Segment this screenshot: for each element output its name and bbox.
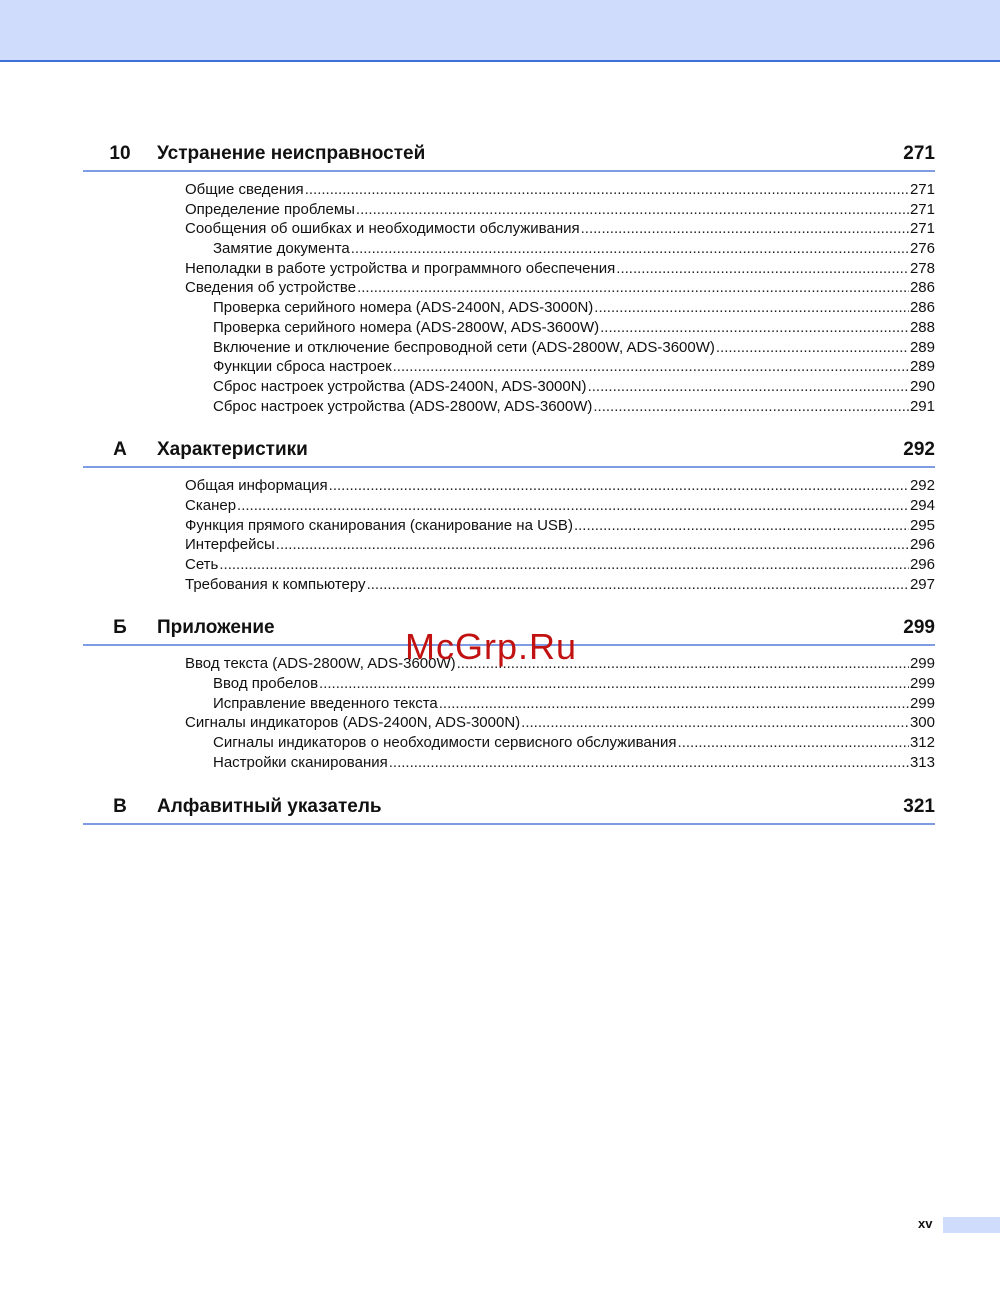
- toc-entry[interactable]: [83, 734, 935, 754]
- entry-page: 313: [909, 753, 935, 771]
- entry-label: Функции сброса настроек: [213, 358, 392, 376]
- toc-entry[interactable]: [83, 477, 935, 497]
- entry-label: Сообщения об ошибках и необходимости обслуживания: [185, 220, 580, 238]
- chapter-number: 10: [109, 143, 131, 164]
- entry-page: 297: [909, 575, 935, 593]
- toc-entry[interactable]: [83, 398, 935, 418]
- entry-page: 296: [909, 556, 935, 573]
- entry-label: Неполадки в работе устройства и программного обеспечения: [185, 259, 616, 277]
- chapter-title: Приложение: [157, 617, 275, 639]
- entry-label: Сброс настроек устройства (ADS-2400N, ADS-3000N): [213, 377, 587, 395]
- dot-leader: [600, 319, 909, 336]
- entry-label: Ввод пробелов: [213, 675, 319, 693]
- entry-page: 288: [909, 318, 935, 336]
- toc-entry[interactable]: [83, 319, 935, 339]
- chapter-title: Алфавитный указатель: [157, 795, 382, 817]
- toc-entry[interactable]: [83, 220, 935, 240]
- dot-leader: [276, 536, 909, 553]
- dot-leader: [678, 734, 909, 751]
- page-number: xv: [918, 1216, 933, 1231]
- dot-leader: [393, 358, 909, 375]
- dot-leader: [237, 497, 909, 514]
- dot-leader: [357, 279, 909, 296]
- chapter-number: A: [113, 439, 127, 461]
- chapter-entries: [83, 172, 935, 434]
- dot-leader: [594, 299, 909, 316]
- entry-page: 289: [909, 358, 935, 376]
- chapter-heading[interactable]: [83, 138, 935, 172]
- dot-leader: [581, 220, 909, 237]
- chapter-heading[interactable]: [83, 434, 935, 468]
- entry-label: Проверка серийного номера (ADS-2400N, ADS-3000N): [213, 299, 594, 317]
- chapter-heading[interactable]: [83, 791, 935, 825]
- entry-page: 271: [909, 181, 935, 198]
- entry-label: Включение и отключение беспроводной сети (ADS-2800W, ADS-3600W): [213, 338, 715, 356]
- dot-leader: [219, 556, 909, 573]
- entry-page: 296: [909, 536, 935, 554]
- chapter-title: Устранение неисправностей: [157, 143, 426, 164]
- header-band: [0, 0, 1000, 62]
- entry-label: Сканер: [185, 496, 237, 514]
- entry-page: 300: [909, 714, 935, 732]
- entry-page: 291: [909, 397, 935, 415]
- toc-entry[interactable]: [83, 497, 935, 517]
- chapter-entries: [83, 468, 935, 612]
- chapter-title: Характеристики: [157, 439, 308, 461]
- entry-label: Исправление введенного текста: [213, 694, 438, 712]
- entry-label: Сброс настроек устройства (ADS-2800W, ADS-3600W): [213, 397, 593, 415]
- entry-page: 289: [909, 338, 935, 356]
- toc-entry[interactable]: [83, 536, 935, 556]
- dot-leader: [356, 201, 909, 218]
- chapter-page: 299: [903, 617, 935, 639]
- dot-leader: [305, 181, 909, 198]
- entry-page: 292: [909, 477, 935, 495]
- entry-page: 278: [909, 259, 935, 277]
- entry-label: Сведения об устройстве: [185, 279, 357, 297]
- entry-page: 299: [909, 694, 935, 712]
- dot-leader: [716, 339, 909, 356]
- chapter-page: 321: [903, 795, 935, 817]
- toc-entry[interactable]: [83, 576, 935, 596]
- entry-label: Функция прямого сканирования (сканирование на USB): [185, 516, 573, 534]
- dot-leader: [574, 517, 909, 534]
- entry-page: 271: [909, 220, 935, 238]
- dot-leader: [593, 398, 909, 415]
- toc-entry[interactable]: [83, 358, 935, 378]
- entry-label: Ввод текста (ADS-2800W, ADS-3600W): [185, 655, 456, 673]
- entry-label: Требования к компьютеру: [185, 575, 366, 593]
- entry-page: 312: [909, 734, 935, 752]
- watermark-text: McGrp.Ru: [405, 626, 578, 667]
- dot-leader: [521, 714, 909, 731]
- toc-entry[interactable]: [83, 695, 935, 715]
- entry-page: 286: [909, 299, 935, 317]
- toc-entry[interactable]: [83, 299, 935, 319]
- toc-entry[interactable]: [83, 339, 935, 359]
- dot-leader: [588, 378, 909, 395]
- toc-entry[interactable]: [83, 675, 935, 695]
- toc-entry[interactable]: [83, 754, 935, 774]
- toc-entry[interactable]: [83, 181, 935, 201]
- toc-entry[interactable]: [83, 201, 935, 221]
- dot-leader: [351, 240, 909, 257]
- entry-label: Определение проблемы: [185, 200, 355, 218]
- entry-label: Замятие документа: [213, 240, 350, 258]
- entry-label: Настройки сканирования: [213, 753, 388, 771]
- chapter-number: В: [113, 795, 127, 817]
- entry-page: 286: [909, 279, 935, 297]
- dot-leader: [319, 675, 909, 692]
- entry-label: Проверка серийного номера (ADS-2800W, ADS-3600W): [213, 318, 600, 336]
- page-number-tab: [943, 1217, 1000, 1233]
- entry-label: Сигналы индикаторов о необходимости сервисного обслуживания: [213, 734, 677, 752]
- toc-entry[interactable]: [83, 378, 935, 398]
- entry-page: 290: [909, 377, 935, 395]
- toc-entry[interactable]: [83, 517, 935, 537]
- toc-entry[interactable]: [83, 279, 935, 299]
- chapter-page: 292: [903, 439, 935, 461]
- chapter-number: Б: [113, 617, 127, 639]
- entry-label: Интерфейсы: [185, 536, 275, 554]
- entry-page: 299: [909, 655, 935, 673]
- dot-leader: [389, 754, 909, 771]
- entry-page: 276: [909, 240, 935, 258]
- dot-leader: [439, 695, 909, 712]
- entry-label: Общие сведения: [185, 181, 304, 198]
- toc-entry[interactable]: [83, 714, 935, 734]
- entry-page: 295: [909, 516, 935, 534]
- entry-page: 271: [909, 200, 935, 218]
- chapter-page: 271: [903, 143, 935, 164]
- table-of-contents: [83, 138, 935, 825]
- entry-page: 294: [909, 496, 935, 514]
- entry-page: 299: [909, 675, 935, 693]
- dot-leader: [329, 477, 909, 494]
- dot-leader: [616, 260, 909, 277]
- toc-entry[interactable]: [83, 260, 935, 280]
- entry-label: Общая информация: [185, 477, 328, 495]
- entry-label: Сеть: [185, 556, 219, 573]
- toc-entry[interactable]: [83, 556, 935, 576]
- toc-entry[interactable]: [83, 240, 935, 260]
- dot-leader: [367, 576, 909, 593]
- entry-label: Сигналы индикаторов (ADS-2400N, ADS-3000N): [185, 714, 521, 732]
